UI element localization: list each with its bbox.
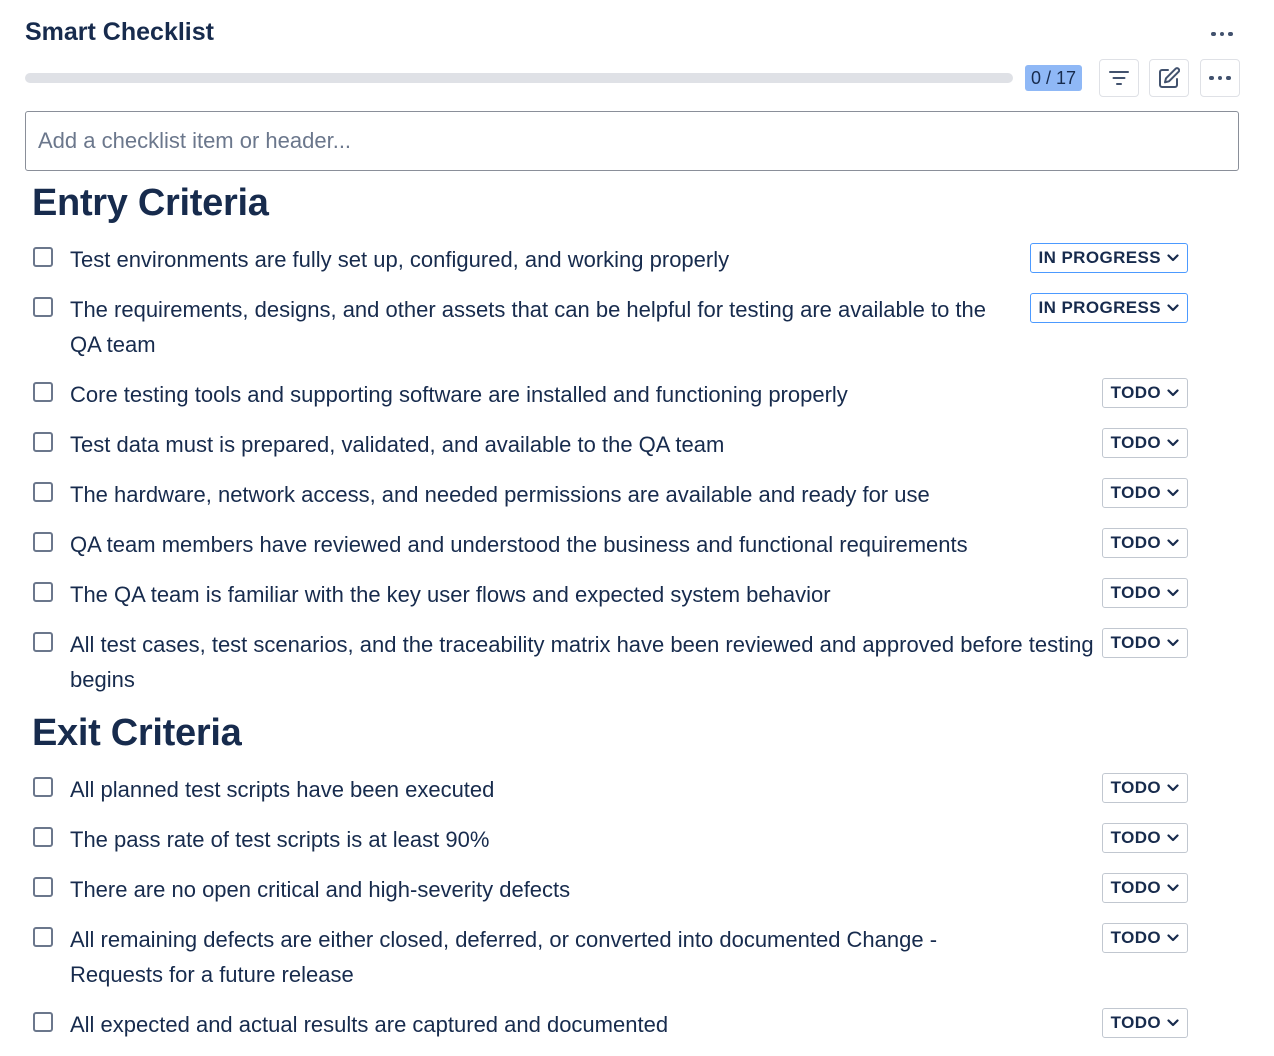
status-label: TODO	[1110, 1013, 1161, 1032]
section-header-entry-criteria: Entry Criteria	[32, 182, 269, 224]
item-text: The requirements, designs, and other assets that can be helpful for testing are available to the QA team	[70, 297, 986, 357]
item-checkbox[interactable]	[33, 247, 53, 267]
progress-counter: 0 / 17	[1025, 65, 1082, 91]
progress-bar	[25, 73, 1013, 83]
more-horizontal-icon	[1211, 32, 1233, 37]
item-checkbox[interactable]	[33, 382, 53, 402]
item-checkbox[interactable]	[33, 877, 53, 897]
status-dropdown[interactable]	[1102, 478, 1188, 508]
item-text: All test cases, test scenarios, and the traceability matrix have been reviewed and approved before testing begins	[70, 632, 1094, 692]
chevron-down-icon	[1167, 589, 1179, 597]
item-checkbox[interactable]	[33, 777, 53, 797]
item-text: All expected and actual results are captured and documented	[70, 1012, 669, 1037]
status-dropdown[interactable]	[1102, 823, 1188, 853]
filter-icon	[1109, 70, 1129, 86]
status-dropdown[interactable]	[1102, 923, 1188, 953]
status-label: TODO	[1110, 583, 1161, 602]
item-checkbox[interactable]	[33, 297, 53, 317]
edit-icon	[1158, 67, 1180, 89]
chevron-down-icon	[1167, 254, 1179, 262]
chevron-down-icon	[1167, 934, 1179, 942]
chevron-down-icon	[1167, 639, 1179, 647]
app-title: Smart Checklist	[25, 18, 214, 46]
status-label: TODO	[1110, 828, 1161, 847]
more-options-button[interactable]	[1200, 59, 1240, 97]
status-label: TODO	[1110, 633, 1161, 652]
status-label: IN PROGRESS	[1038, 248, 1161, 267]
item-checkbox[interactable]	[33, 827, 53, 847]
item-text: All planned test scripts have been executed	[70, 777, 495, 802]
item-text: Test data must is prepared, validated, and available to the QA team	[70, 432, 725, 457]
status-dropdown[interactable]	[1102, 528, 1188, 558]
item-text: Test environments are fully set up, configured, and working properly	[70, 247, 730, 272]
status-dropdown[interactable]	[1102, 1008, 1188, 1038]
status-label: TODO	[1110, 533, 1161, 552]
item-checkbox[interactable]	[33, 482, 53, 502]
item-text: All remaining defects are either closed, deferred, or converted into documented Change - Requests for a future release	[70, 927, 938, 987]
filter-button[interactable]	[1099, 59, 1139, 97]
status-dropdown[interactable]	[1030, 243, 1188, 273]
status-label: TODO	[1110, 928, 1161, 947]
status-label: TODO	[1110, 778, 1161, 797]
item-text: QA team members have reviewed and understood the business and functional requirements	[70, 532, 968, 557]
item-text: The QA team is familiar with the key user flows and expected system behavior	[70, 582, 831, 607]
status-dropdown[interactable]	[1102, 378, 1188, 408]
edit-button[interactable]	[1149, 59, 1189, 97]
item-checkbox[interactable]	[33, 582, 53, 602]
status-dropdown[interactable]	[1102, 578, 1188, 608]
status-dropdown[interactable]	[1102, 428, 1188, 458]
chevron-down-icon	[1167, 489, 1179, 497]
status-dropdown[interactable]	[1102, 773, 1188, 803]
item-text: The pass rate of test scripts is at least 90%	[70, 827, 490, 852]
item-checkbox[interactable]	[33, 632, 53, 652]
chevron-down-icon	[1167, 439, 1179, 447]
item-checkbox[interactable]	[33, 927, 53, 947]
status-label: TODO	[1110, 433, 1161, 452]
section-header-exit-criteria: Exit Criteria	[32, 712, 242, 754]
item-checkbox[interactable]	[33, 1012, 53, 1032]
status-dropdown[interactable]	[1102, 873, 1188, 903]
item-text: The hardware, network access, and needed permissions are available and ready for use	[70, 482, 930, 507]
item-checkbox[interactable]	[33, 532, 53, 552]
item-text: There are no open critical and high-severity defects	[70, 877, 571, 902]
chevron-down-icon	[1167, 304, 1179, 312]
status-label: TODO	[1110, 878, 1161, 897]
status-label: TODO	[1110, 383, 1161, 402]
chevron-down-icon	[1167, 389, 1179, 397]
chevron-down-icon	[1167, 834, 1179, 842]
chevron-down-icon	[1167, 539, 1179, 547]
chevron-down-icon	[1167, 884, 1179, 892]
chevron-down-icon	[1167, 784, 1179, 792]
item-checkbox[interactable]	[33, 432, 53, 452]
status-label: IN PROGRESS	[1038, 298, 1161, 317]
add-checklist-item-input[interactable]	[25, 111, 1239, 171]
status-dropdown[interactable]	[1030, 293, 1188, 323]
status-dropdown[interactable]	[1102, 628, 1188, 658]
status-label: TODO	[1110, 483, 1161, 502]
item-text: Core testing tools and supporting software are installed and functioning properly	[70, 382, 848, 407]
more-horizontal-icon	[1209, 76, 1231, 81]
header-more-button[interactable]	[1202, 22, 1242, 46]
chevron-down-icon	[1167, 1019, 1179, 1027]
